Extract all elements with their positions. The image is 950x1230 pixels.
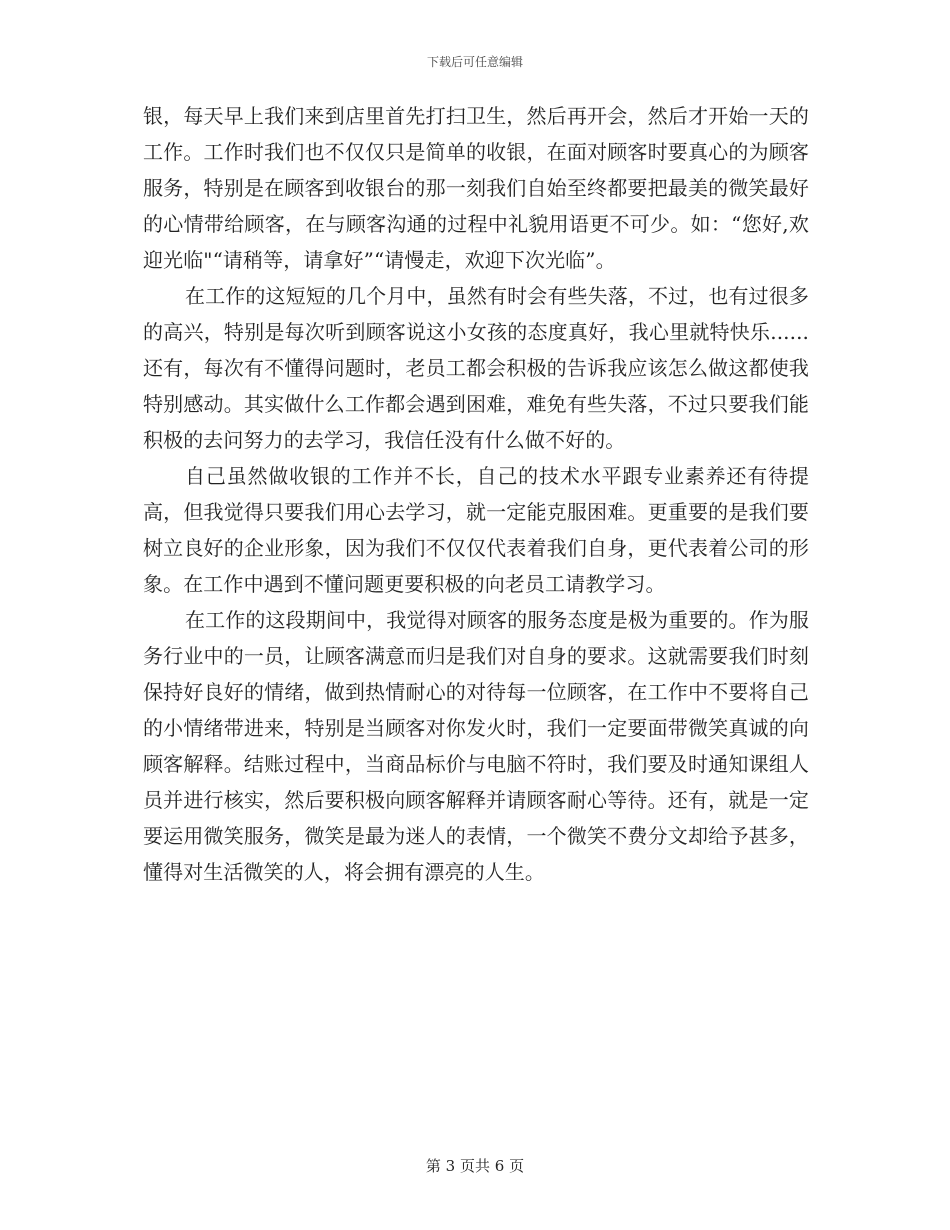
paragraph-2: 在工作的这短短的几个月中，虽然有时会有些失落，不过，也有过很多的高兴，特别是每次听到顾客说这小女孩的态度真好，我心里就特快乐......还有，每次有不懂得问题时，老员工都会积极的告诉我应该怎么做这都使我特别感动。其实做什么工作都会遇到困难，难免有些失落，不过只要我们能积极的去问努力的去学习，我信任没有什么做不好的。 xyxy=(143,284,809,452)
page-footer: 第 3 页共 6 页 xyxy=(425,1157,525,1175)
paragraph-1: 银，每天早上我们来到店里首先打扫卫生，然后再开会，然后才开始一天的工作。工作时我们也不仅仅只是简单的收银，在面对顾客时要真心的为顾客服务，特别是在顾客到收银台的那一刻我们自始至终都要把最美的微笑最好的心情带给顾客，在与顾客沟通的过程中礼貌用语更不可少。如：“您好,欢迎光临"“请稍等，请拿好”“请慢走，欢迎下次光临”。 xyxy=(143,104,809,272)
paragraph-3: 自己虽然做收银的工作并不长，自己的技术水平跟专业素养还有待提高，但我觉得只要我们用心去学习，就一定能克服困难。更重要的是我们要树立良好的企业形象，因为我们不仅仅代表着我们自身，更代表着公司的形象。在工作中遇到不懂问题更要积极的向老员工请教学习。 xyxy=(143,464,809,596)
page-header: 下载后可任意编辑 xyxy=(426,55,523,69)
paragraph-4: 在工作的这段期间中，我觉得对顾客的服务态度是极为重要的。作为服务行业中的一员，让顾客满意而归是我们对自身的要求。这就需要我们时刻保持好良好的情绪，做到热情耐心的对待每一位顾客，在工作中不要将自己的小情绪带进来，特别是当顾客对你发火时，我们一定要面带微笑真诚的向顾客解释。结账过程中，当商品标价与电脑不符时，我们要及时通知课组人员并进行核实，然后要积极向顾客解释并请顾客耐心等待。还有，就是一定要运用微笑服务，微笑是最为迷人的表情，一个微笑不费分文却给予甚多，懂得对生活微笑的人，将会拥有漂亮的人生。 xyxy=(143,608,809,884)
document-body xyxy=(143,98,809,890)
